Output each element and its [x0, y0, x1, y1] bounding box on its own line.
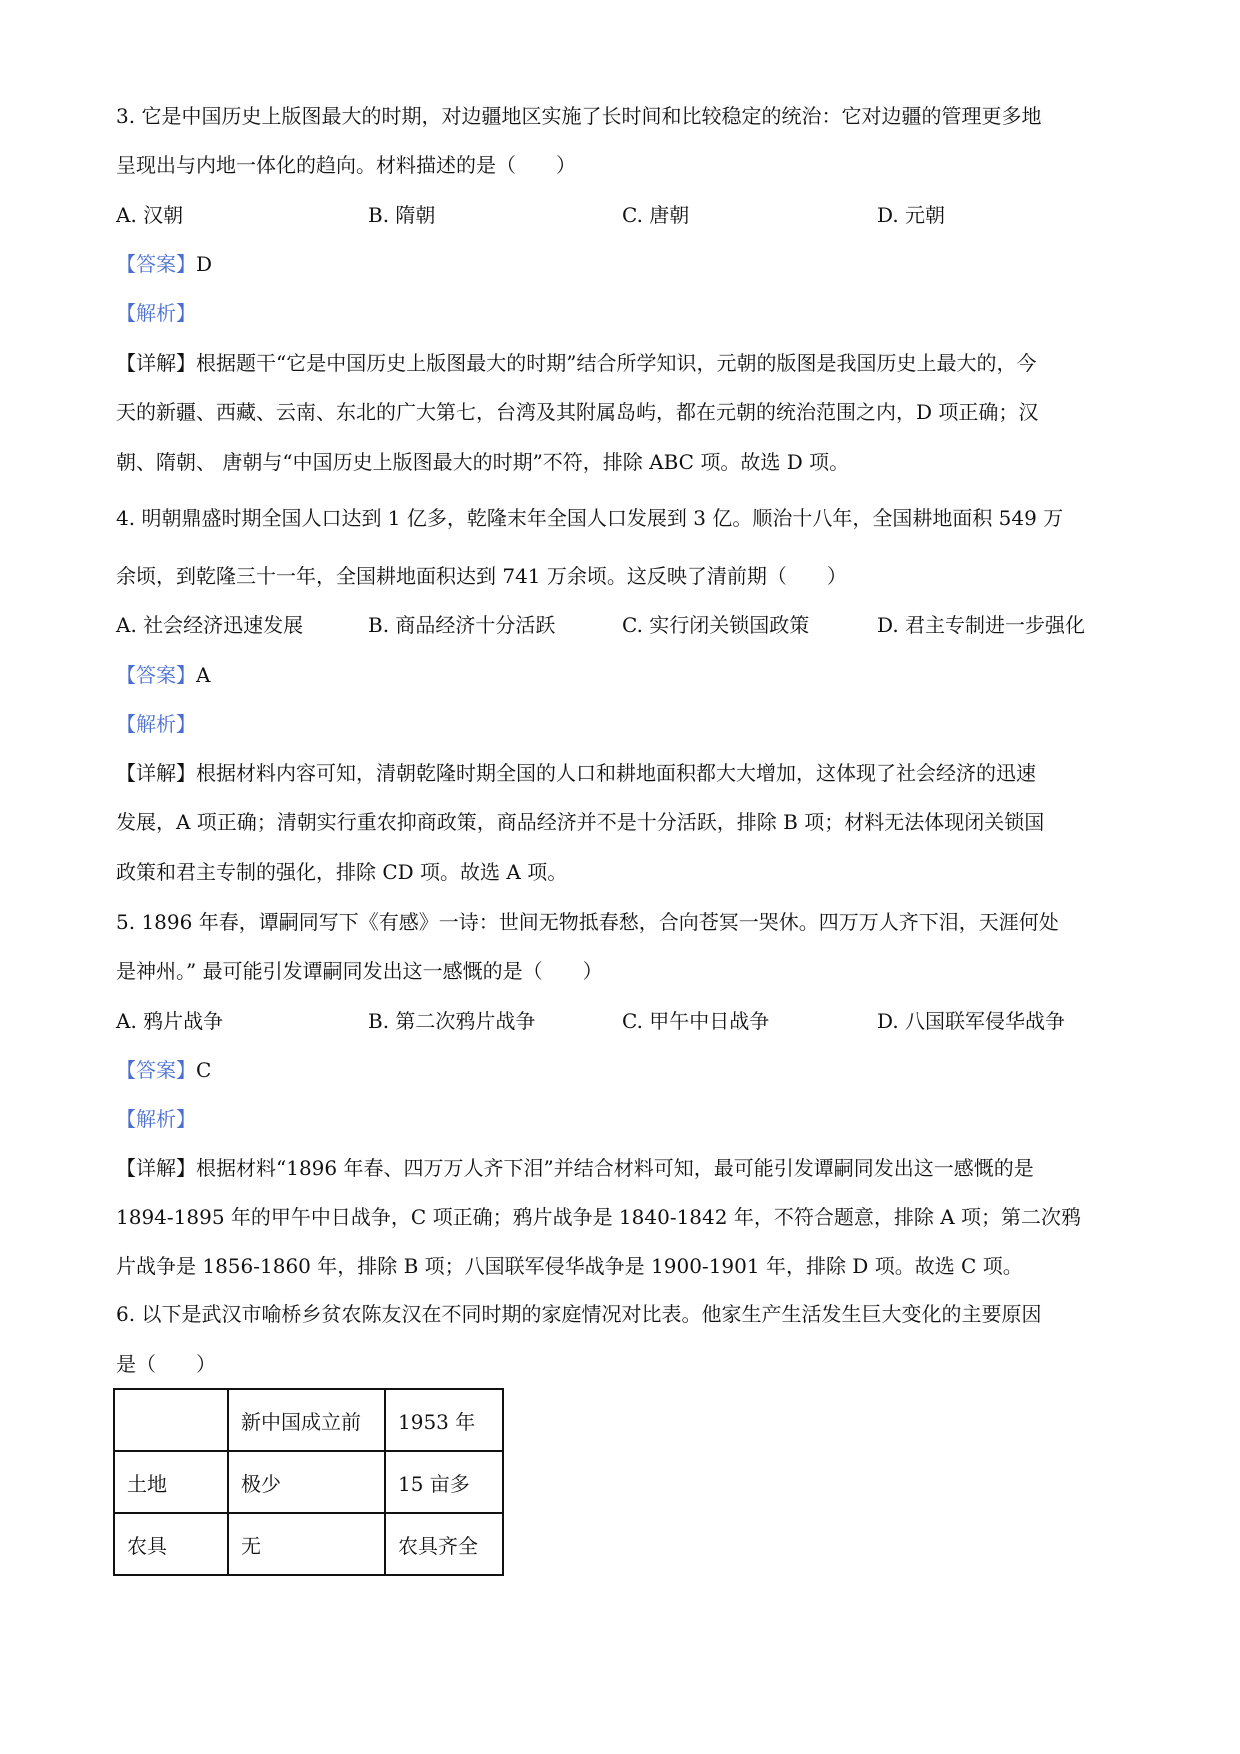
q4-analysis [116, 710, 1136, 738]
q4-option-a: A. 社会经济迅速发展 [116, 613, 304, 637]
family-comparison-table [113, 1388, 504, 1576]
detail-tag: 【详解】 [116, 1156, 196, 1180]
q3-analysis [116, 299, 1136, 327]
table-header-cell: 新中国成立前 [228, 1389, 385, 1451]
q4-stem-line1: 4. 明朝鼎盛时期全国人口达到 1 亿多，乾隆末年全国人口发展到 3 亿。顺治十八年，全国耕地面积 549 万 [116, 506, 1064, 530]
q6-stem-line2: 是（ ） [116, 1352, 216, 1376]
detail-text: 根据材料内容可知，清朝乾隆时期全国的人口和耕地面积都大大增加，这体现了社会经济的迅速 [196, 761, 1036, 785]
q5-stem-line1: 5. 1896 年春，谭嗣同写下《有感》一诗：世间无物抵春愁，合向苍冥一哭休。四万万人齐下泪，天涯何处 [116, 910, 1059, 934]
analysis-tag: 【解析】 [116, 712, 196, 736]
q5-detail-line3: 片战争是 1856-1860 年，排除 B 项；八国联军侵华战争是 1900-1901 年，排除 D 项。故选 C 项。 [116, 1254, 1023, 1278]
answer-tag: 【答案】 [116, 252, 196, 276]
q4-detail-line3: 政策和君主专制的强化，排除 CD 项。故选 A 项。 [116, 860, 568, 884]
detail-tag: 【详解】 [116, 761, 196, 785]
q5-option-b: B. 第二次鸦片战争 [368, 1009, 536, 1033]
table-header-cell: 1953 年 [385, 1389, 503, 1451]
answer-tag: 【答案】 [116, 663, 196, 687]
q6-stem-line1: 6. 以下是武汉市喻桥乡贫农陈友汉在不同时期的家庭情况对比表。他家生产生活发生巨大变化的主要原因 [116, 1302, 1042, 1326]
q3-detail-line1 [116, 349, 1136, 377]
q5-answer [116, 1056, 1136, 1084]
q5-detail-line2: 1894-1895 年的甲午中日战争，C 项正确；鸦片战争是 1840-1842 年，不符合题意，排除 A 项；第二次鸦 [116, 1205, 1081, 1229]
q5-stem-line2: 是神州。” 最可能引发谭嗣同发出这一感慨的是（ ） [116, 959, 603, 983]
q5-detail-line1 [116, 1154, 1136, 1182]
q3-stem-line2: 呈现出与内地一体化的趋向。材料描述的是（ ） [116, 153, 576, 177]
table-cell: 农具齐全 [385, 1513, 503, 1575]
table-cell: 农具 [114, 1513, 228, 1575]
table-header-row [114, 1389, 503, 1451]
detail-text: 根据材料“1896 年春、四万万人齐下泪”并结合材料可知，最可能引发谭嗣同发出这一感慨的是 [196, 1156, 1034, 1180]
answer-value: A [196, 663, 211, 687]
q4-option-c: C. 实行闭关锁国政策 [622, 613, 810, 637]
q4-detail-line2: 发展，A 项正确；清朝实行重农抑商政策，商品经济并不是十分活跃，排除 B 项；材料无法体现闭关锁国 [116, 810, 1045, 834]
q3-stem-line1: 3. 它是中国历史上版图最大的时期，对边疆地区实施了长时间和比较稳定的统治：它对边疆的管理更多地 [116, 104, 1042, 128]
q5-analysis [116, 1105, 1136, 1133]
q5-option-c: C. 甲午中日战争 [622, 1009, 770, 1033]
table-row [114, 1451, 503, 1513]
analysis-tag: 【解析】 [116, 1107, 196, 1131]
q3-option-a: A. 汉朝 [116, 203, 184, 227]
detail-tag: 【详解】 [116, 351, 196, 375]
q3-detail-line3: 朝、隋朝、 唐朝与“中国历史上版图最大的时期”不符，排除 ABC 项。故选 D 项。 [116, 450, 850, 474]
q5-option-d: D. 八国联军侵华战争 [877, 1009, 1066, 1033]
table-cell: 极少 [228, 1451, 385, 1513]
answer-value: D [196, 252, 213, 276]
q3-option-d: D. 元朝 [877, 203, 946, 227]
q3-detail-line2: 天的新疆、西藏、云南、东北的广大第七，台湾及其附属岛屿，都在元朝的统治范围之内，D 项正确；汉 [116, 400, 1039, 424]
q3-option-b: B. 隋朝 [368, 203, 436, 227]
q4-detail-line1 [116, 759, 1136, 787]
q3-answer [116, 250, 1136, 278]
q4-answer [116, 661, 1136, 689]
table-cell: 无 [228, 1513, 385, 1575]
q3-option-c: C. 唐朝 [622, 203, 690, 227]
table-header-cell [114, 1389, 228, 1451]
q5-option-a: A. 鸦片战争 [116, 1009, 224, 1033]
answer-tag: 【答案】 [116, 1058, 196, 1082]
answer-value: C [196, 1058, 212, 1082]
table-cell: 土地 [114, 1451, 228, 1513]
table-cell: 15 亩多 [385, 1451, 503, 1513]
q4-option-b: B. 商品经济十分活跃 [368, 613, 556, 637]
analysis-tag: 【解析】 [116, 301, 196, 325]
detail-text: 根据题干“它是中国历史上版图最大的时期”结合所学知识，元朝的版图是我国历史上最大的，今 [196, 351, 1037, 375]
q4-stem-line2: 余顷，到乾隆三十一年，全国耕地面积达到 741 万余顷。这反映了清前期（ ） [116, 564, 847, 588]
q4-option-d: D. 君主专制进一步强化 [877, 613, 1086, 637]
table-row [114, 1513, 503, 1575]
